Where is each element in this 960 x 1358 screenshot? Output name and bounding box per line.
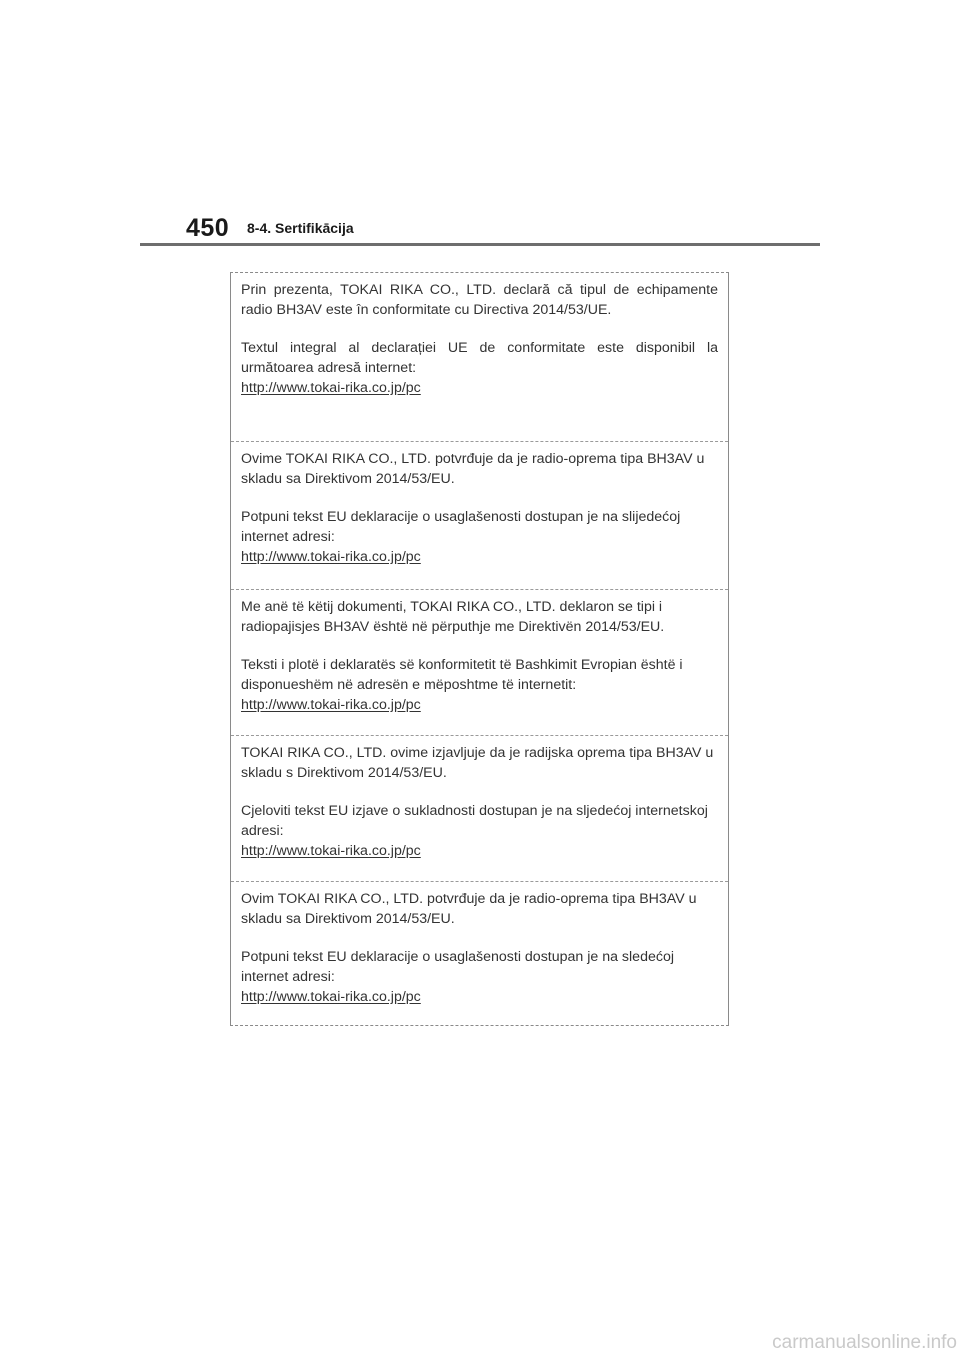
declaration-block-croatian: [231, 735, 728, 881]
declaration-link[interactable]: http://www.tokai-rika.co.jp/pc: [241, 843, 421, 859]
header-rule: [140, 243, 820, 246]
declaration-statement: Ovim TOKAI RIKA CO., LTD. potvrđuje da je radio-oprema tipa BH3AV u skladu sa Direktivom 2014/53/EU.: [241, 891, 697, 927]
declaration-availability: Cjeloviti tekst EU izjave o sukladnosti dostupan je na sljedećoj internetskoj adresi:: [241, 803, 708, 839]
declaration-availability: Teksti i plotë i deklaratës së konformitetit të Bashkimit Evropian është i disponueshëm në adresën e mëposhtme të internetit:: [241, 657, 683, 693]
declaration-availability: Textul integral al declarației UE de conformitate este disponibil la următoarea adresă internet:: [241, 340, 718, 376]
page-number: 450: [186, 214, 230, 242]
declaration-link[interactable]: http://www.tokai-rika.co.jp/pc: [241, 549, 421, 565]
declaration-block-serbian: [231, 881, 728, 1025]
declaration-availability: Potpuni tekst EU deklaracije o usaglašenosti dostupan je na slijedećoj internet adresi:: [241, 509, 681, 545]
declaration-block-bosnian: [231, 441, 728, 589]
declaration-statement: Prin prezenta, TOKAI RIKA CO., LTD. declară că tipul de echipamente radio BH3AV este în conformitate cu Directiva 2014/53/UE.: [241, 282, 718, 318]
declaration-link[interactable]: http://www.tokai-rika.co.jp/pc: [241, 697, 421, 713]
section-title: 8-4. Sertifikācija: [247, 220, 354, 236]
declaration-availability: Potpuni tekst EU deklaracije o usaglašenosti dostupan je na sledećoj internet adresi:: [241, 949, 674, 985]
declaration-block-romanian: [231, 273, 728, 441]
declaration-link[interactable]: http://www.tokai-rika.co.jp/pc: [241, 380, 421, 396]
declaration-frame: [230, 272, 729, 1026]
declaration-statement: Ovime TOKAI RIKA CO., LTD. potvrđuje da je radio-oprema tipa BH3AV u skladu sa Direktivom 2014/53/EU.: [241, 451, 705, 487]
declaration-statement: TOKAI RIKA CO., LTD. ovime izjavljuje da je radijska oprema tipa BH3AV u skladu s Direktivom 2014/53/EU.: [241, 745, 714, 781]
declaration-statement: Me anë të këtij dokumenti, TOKAI RIKA CO., LTD. deklaron se tipi i radiopajisjes BH3AV është në përputhje me Direktivën 2014/53/EU.: [241, 599, 665, 635]
declaration-link[interactable]: http://www.tokai-rika.co.jp/pc: [241, 989, 421, 1005]
declaration-block-albanian: [231, 589, 728, 735]
watermark: carmanualsonline.info: [772, 1332, 957, 1353]
